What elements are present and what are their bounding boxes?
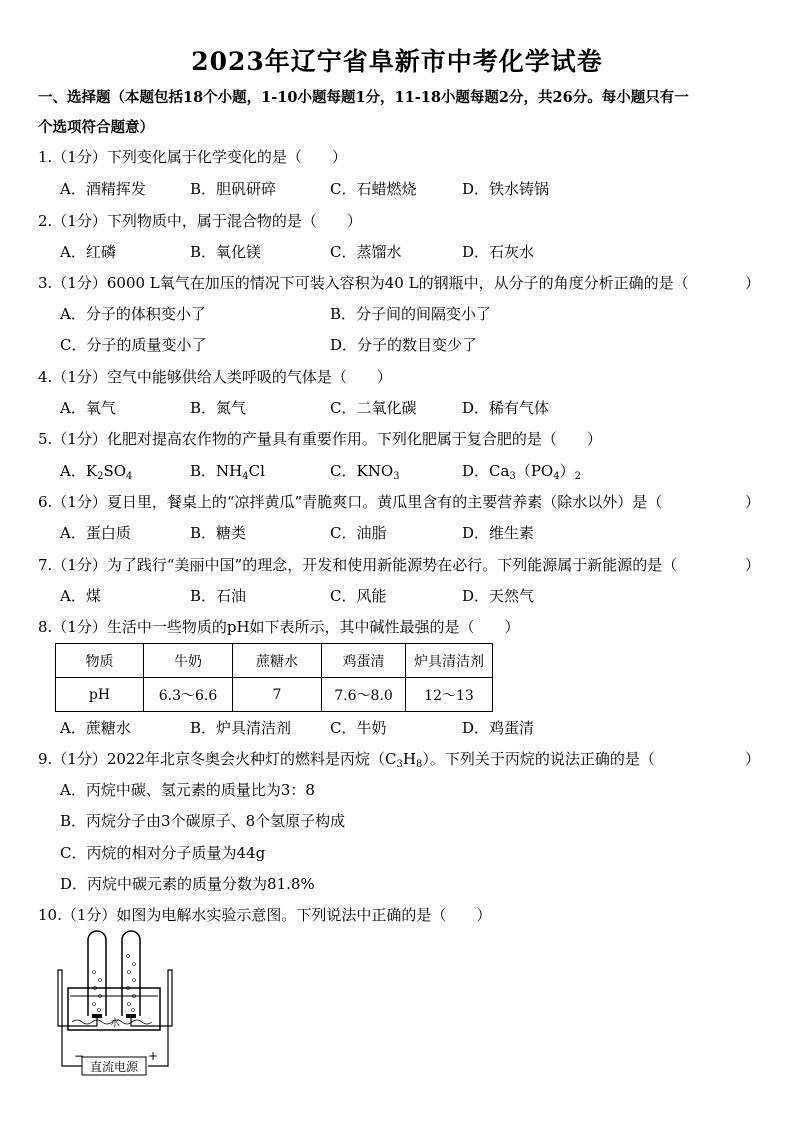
plus-sign: + bbox=[148, 1049, 159, 1063]
section-heading-2: 个选项符合题意） bbox=[38, 119, 154, 136]
question-3-text: 3.（1分）6000 L氧气在加压的情况下可装入容积为40 L的钢瓶中，从分子的角度分析正确的是（ bbox=[38, 274, 689, 292]
option-a: A．分子的体积变小了 bbox=[60, 305, 206, 323]
power-supply-label: 直流电源 bbox=[89, 1060, 139, 1074]
table-cell: 牛奶 bbox=[144, 644, 233, 678]
option-b: B．氮气 bbox=[190, 399, 247, 417]
option-b: B．分子间的间隔变小了 bbox=[330, 305, 492, 323]
answer-paren-close: ） bbox=[744, 274, 760, 292]
option-d: D．$Ca_3(PO_4)_2$ bbox=[462, 462, 581, 482]
question-10-stem: 10.（1分）如图为电解水实验示意图。下列说法中正确的是（ ） bbox=[38, 906, 492, 924]
question-8-stem: 8.（1分）生活中一些物质的pH如下表所示，其中碱性最强的是（ ） bbox=[38, 618, 520, 636]
option-c: C．蒸馏水 bbox=[330, 243, 402, 261]
option-c: C．石蜡燃烧 bbox=[330, 180, 417, 198]
table-cell: 炉具清洁剂 bbox=[406, 644, 493, 678]
answer-paren-close: ） bbox=[744, 493, 760, 511]
option-b: B．胆矾研碎 bbox=[190, 180, 277, 198]
option-d: D．石灰水 bbox=[462, 243, 535, 261]
answer-paren-close: ） bbox=[744, 750, 760, 768]
option-b: B．糖类 bbox=[190, 524, 247, 542]
option-a: A．蛋白质 bbox=[60, 524, 131, 542]
table-cell: 12～13 bbox=[406, 678, 493, 712]
option-a: A．$K_2SO_4$ bbox=[60, 462, 133, 482]
option-d: D．铁水铸锅 bbox=[462, 180, 550, 198]
question-6-stem bbox=[38, 491, 760, 512]
option-a: A．蔗糖水 bbox=[60, 719, 131, 737]
option-b: B．氧化镁 bbox=[190, 243, 262, 261]
option-b: B．丙烷分子由3个碳原子、8个氢原子构成 bbox=[60, 812, 346, 830]
table-cell: 7.6～8.0 bbox=[322, 678, 406, 712]
question-4-stem: 4.（1分）空气中能够供给人类呼吸的气体是（ ） bbox=[38, 368, 392, 386]
option-d: D．丙烷中碳元素的质量分数为81.8% bbox=[60, 875, 315, 893]
option-b: B．石油 bbox=[190, 587, 247, 605]
table-cell: 7 bbox=[233, 678, 322, 712]
ph-table-value-row bbox=[56, 678, 493, 712]
answer-paren-close: ） bbox=[744, 556, 760, 574]
option-b: B．炉具清洁剂 bbox=[190, 719, 292, 737]
option-a: A．氧气 bbox=[60, 399, 116, 417]
option-d: D．稀有气体 bbox=[462, 399, 550, 417]
minus-sign: − bbox=[74, 1049, 85, 1063]
option-c: C．$KNO_3$ bbox=[330, 462, 400, 482]
table-cell: 6.3～6.6 bbox=[144, 678, 233, 712]
question-7-text: 7.（1分）为了践行“美丽中国”的理念，开发和使用新能源势在必行。下列能源属于新能源的是（ bbox=[38, 556, 678, 574]
table-cell: 物质 bbox=[56, 644, 144, 678]
option-c: C．二氧化碳 bbox=[330, 399, 417, 417]
question-7-stem bbox=[38, 554, 760, 575]
option-a: A．红磷 bbox=[60, 243, 116, 261]
option-c: C．分子的质量变小了 bbox=[60, 336, 207, 354]
option-c: C．风能 bbox=[330, 587, 387, 605]
question-5-stem: 5.（1分）化肥对提高农作物的产量具有重要作用。下列化肥属于复合肥的是（ ） bbox=[38, 430, 602, 448]
section-heading-1: 一、选择题（本题包括18个小题，1-10小题每题1分，11-18小题每题2分，共26分。每小题只有一 bbox=[38, 89, 689, 106]
page-title: 2023年辽宁省阜新市中考化学试卷 bbox=[191, 47, 603, 76]
option-d: D．分子的数目变少了 bbox=[330, 336, 478, 354]
option-d: D．维生素 bbox=[462, 524, 535, 542]
option-a: A．酒精挥发 bbox=[60, 180, 146, 198]
ph-table bbox=[55, 643, 493, 712]
table-cell: pH bbox=[56, 678, 144, 712]
table-cell: 蔗糖水 bbox=[233, 644, 322, 678]
option-a: A．煤 bbox=[60, 587, 101, 605]
question-9-stem: 9.（1分）2022年北京冬奥会火种灯的燃料是丙烷$(C_3H_8)$。下列关于丙烷的说法正确的是（ ） bbox=[38, 750, 760, 770]
question-6-text: 6.（1分）夏日里，餐桌上的“凉拌黄瓜”青脆爽口。黄瓜里含有的主要营养素（除水以外）是（ bbox=[38, 493, 663, 511]
option-b: B．$NH_4Cl$ bbox=[190, 462, 265, 482]
option-c: C．油脂 bbox=[330, 524, 387, 542]
option-c: C．牛奶 bbox=[330, 719, 387, 737]
option-d: D．天然气 bbox=[462, 587, 535, 605]
table-cell: 鸡蛋清 bbox=[322, 644, 406, 678]
option-c: C．丙烷的相对分子质量为44g bbox=[60, 844, 266, 862]
question-1-stem: 1.（1分）下列变化属于化学变化的是（ ） bbox=[38, 148, 347, 166]
ph-table-header-row bbox=[56, 644, 493, 678]
option-a: A．丙烷中碳、氢元素的质量比为3：8 bbox=[60, 781, 315, 799]
water-label: 水 bbox=[110, 1018, 120, 1029]
electrolysis-diagram bbox=[50, 930, 190, 1084]
question-3-stem bbox=[38, 272, 760, 293]
question-2-stem: 2.（1分）下列物质中，属于混合物的是（ ） bbox=[38, 212, 362, 230]
option-d: D．鸡蛋清 bbox=[462, 719, 535, 737]
